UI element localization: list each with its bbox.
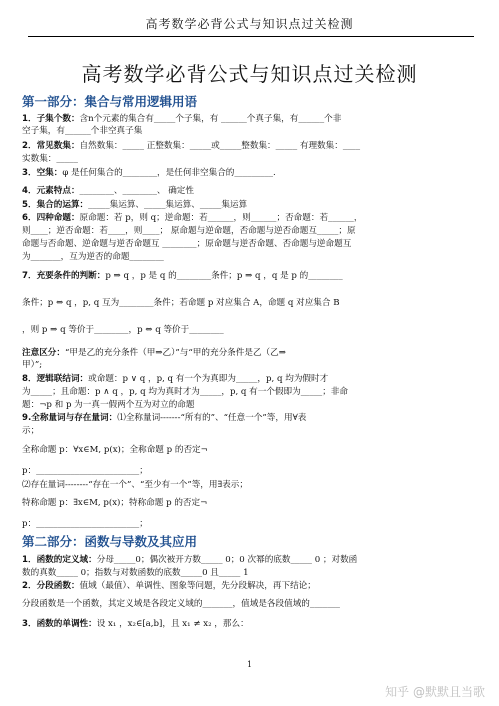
- text-line: [22, 400, 195, 411]
- text-line: [22, 154, 78, 165]
- text-line: [22, 426, 39, 437]
- item-label: 2．常见数集：: [22, 141, 80, 151]
- text-line: [22, 480, 248, 491]
- page-header: 高考数学必背公式与知识点过关检测: [145, 17, 354, 31]
- section-heading-2: 第二部分：函数与导数及其应用: [22, 534, 198, 549]
- item-text: 空子集，有______个非空真子集: [22, 126, 143, 136]
- text-line: [22, 239, 351, 250]
- text-line: [22, 445, 208, 456]
- item-label: 注意区分：: [22, 348, 65, 358]
- item-text: 值域（最值）、单调性、图象等问题，先分段解决，再下结论；: [79, 581, 316, 591]
- item-label: 1．子集个数：: [22, 114, 80, 124]
- text-line: [22, 298, 340, 309]
- item-text: p：________________________；: [22, 466, 148, 476]
- text-line: [22, 466, 148, 477]
- item-label: 5．集合的运算：: [22, 200, 89, 210]
- text-line: [22, 387, 348, 398]
- item-text: 为_______，互为逆否的命题________: [22, 252, 164, 262]
- item-text: _____集运算、_____集运算、_____集运算: [88, 200, 248, 210]
- item-text: “甲是乙的充分条件（甲⇒乙）”与“甲的充分条件是乙（乙⇒: [64, 348, 286, 358]
- text-line: [22, 581, 316, 592]
- item-text: p ⇒ q ，p 是 q 的________条件；p ⇒ q ，q 是 p 的________: [105, 271, 343, 281]
- item-text: 自然数集：_____ 正整数集：_____或_____整数集：_____ 有理数集：____: [79, 141, 361, 151]
- item-text: 数的真数_____ 0；指数与对数函数的底数_____0 且_____ 1: [22, 568, 249, 578]
- text-line: [22, 252, 164, 263]
- item-text: 分母_____0；偶次被开方数_____ 0；0 次幂的底数_____ 0 ；对数函: [96, 555, 358, 565]
- text-line: [22, 348, 286, 359]
- item-text: 示；: [22, 426, 40, 436]
- item-text: ________、________、 确定性: [79, 186, 194, 196]
- item-text: 为_____；且命题：p ∧ q ，p, q 均为真时才为_____，p, q 有一个假即为_____；非命: [22, 387, 348, 397]
- item-text: 设 x₁ ，x₂∈[a,b]，且 x₁ ≠ x₂ ，那么：: [96, 619, 249, 629]
- document-title: 高考数学必背公式与知识点过关检测: [81, 62, 418, 86]
- item-text: 实数集：_____: [22, 154, 78, 164]
- text-line: [22, 325, 224, 336]
- text-line: [22, 213, 362, 224]
- text-line: [22, 413, 306, 424]
- item-label: 2．分段函数：: [22, 581, 80, 591]
- item-text: 分段函数是一个函数，其定义域是各段定义域的_______，值域是各段值域的_______: [22, 599, 340, 609]
- item-text: 题：¬p 和 p 为一真一假两个互为对立的命题: [22, 400, 195, 410]
- item-label: 7．充要条件的判断：: [22, 271, 106, 281]
- watermark: 知乎 @默默且当歌: [385, 685, 485, 699]
- item-text: 含n个元素的集合有_____个子集，有 ______个真子集，有______个非: [79, 114, 342, 124]
- text-line: [22, 568, 249, 579]
- text-line: [22, 271, 343, 282]
- section-heading-1: 第一部分：集合与常用逻辑用语: [22, 94, 198, 109]
- text-line: [22, 226, 356, 237]
- text-line: [22, 619, 249, 630]
- item-label: 6．四种命题：: [22, 213, 80, 223]
- item-text: ⑴全称量词-------“所有的”、“任意一个”等，用∀表: [117, 413, 307, 423]
- item-text: 全称命题 p：∀x∈M, p(x)；全称命题 p 的否定¬: [22, 445, 208, 455]
- item-text: 特称命题 p：∃x∈M, p(x)；特称命题 p 的否定¬: [22, 498, 208, 508]
- text-line: [22, 498, 207, 509]
- item-text: p：________________________；: [22, 519, 148, 529]
- text-line: [22, 126, 142, 137]
- text-line: [22, 141, 360, 152]
- item-label: 8．逻辑联结词：: [22, 374, 89, 384]
- page-number: 1: [246, 660, 253, 669]
- text-line: [22, 519, 148, 530]
- item-label: 9.全称量词与存在量词：: [22, 413, 118, 423]
- text-line: [22, 360, 42, 371]
- text-line: [22, 374, 328, 385]
- text-line: [22, 599, 340, 610]
- item-text: 或命题：p ∨ q ，p, q 有一个为真即为_____，p, q 均为假时才: [88, 374, 329, 384]
- item-label: 3．函数的单调性：: [22, 619, 97, 629]
- item-text: φ 是任何集合的________，是任何非空集合的_________.: [62, 168, 276, 178]
- item-text: 命题与否命题、逆命题与逆否命题互 ________；原命题与逆否命题、否命题与逆命题互: [22, 239, 352, 249]
- item-label: 1．函数的定义域：: [22, 555, 97, 565]
- item-text: ，则 p ⇒ q 等价于________，p ⇔ q 等价于________: [22, 325, 224, 335]
- text-line: [22, 555, 357, 566]
- header-rule: [28, 36, 474, 37]
- text-line: [22, 168, 276, 179]
- text-line: [22, 200, 247, 211]
- item-text: 则____；逆否命题：若____，则____； 原命题与逆命题，否命题与逆否命题互_____；原: [22, 226, 356, 236]
- item-text: 原命题：若 p，则 q；逆命题：若______，则______；否命题：若______，: [79, 213, 363, 223]
- item-label: 3．空集：: [22, 168, 63, 178]
- item-text: 条件；p ⇔ q ，p, q 互为________条件；若命题 p 对应集合 A，命题 q 对应集合 B: [22, 298, 340, 308]
- text-line: [22, 186, 194, 197]
- item-label: 4．元素特点：: [22, 186, 80, 196]
- item-text: ⑵存在量词--------“存在一个”、“至少有一个”等，用∃表示；: [22, 480, 248, 490]
- text-line: [22, 114, 341, 125]
- item-text: 甲）”;: [22, 360, 43, 370]
